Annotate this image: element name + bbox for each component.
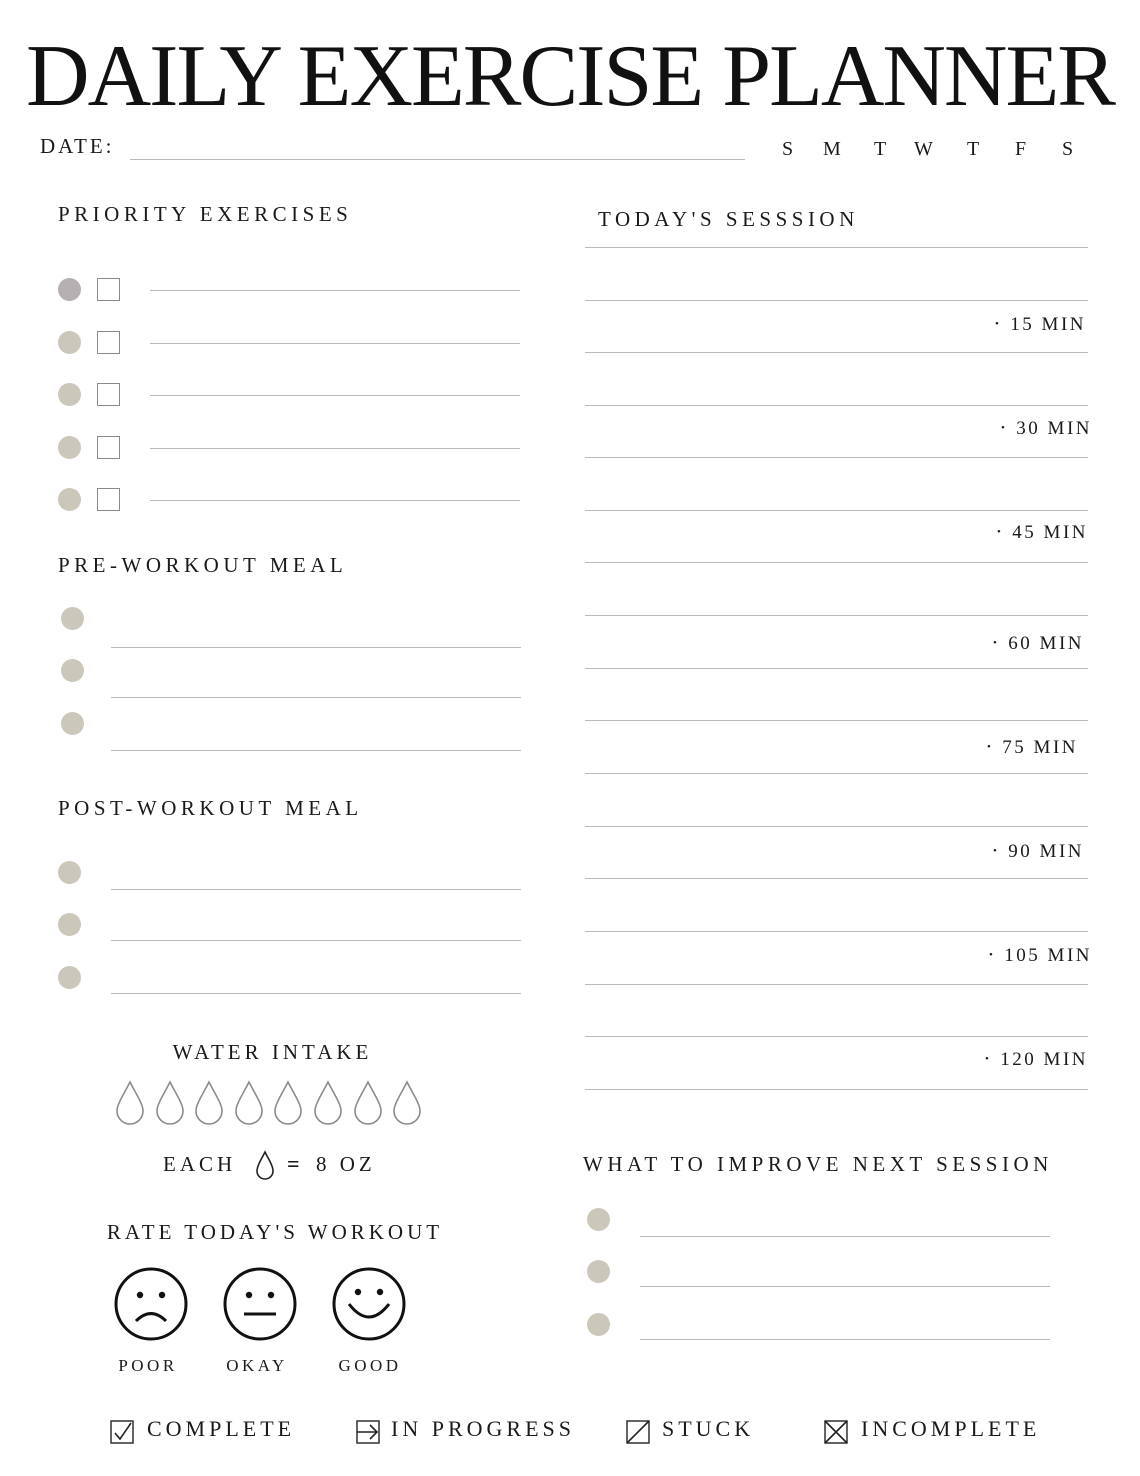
day-monday[interactable]: M: [823, 138, 841, 160]
session-line[interactable]: [585, 405, 1088, 406]
x-box-icon: [824, 1420, 848, 1444]
day-saturday[interactable]: S: [1062, 138, 1074, 160]
priority-checkbox[interactable]: [97, 278, 120, 301]
water-drop-icon[interactable]: [157, 1082, 183, 1124]
bullet-dot: [58, 913, 81, 936]
pre-meal-line[interactable]: [111, 750, 521, 751]
water-drops: [112, 1078, 432, 1128]
bullet-dot: [61, 712, 84, 735]
priority-checkbox[interactable]: [97, 436, 120, 459]
post-meal-line[interactable]: [111, 889, 521, 890]
pre-workout-meal-heading: PRE-WORKOUT MEAL: [58, 553, 348, 577]
bullet-dot: [58, 436, 81, 459]
session-line[interactable]: [585, 931, 1088, 932]
todays-session-heading: TODAY'S SESSSION: [598, 207, 859, 231]
date-field[interactable]: [130, 159, 745, 160]
session-line[interactable]: [585, 247, 1088, 248]
water-intake-heading: WATER INTAKE: [172, 1040, 373, 1064]
session-line[interactable]: [585, 1089, 1088, 1090]
day-sunday[interactable]: S: [782, 138, 794, 160]
slash-box-icon: [626, 1420, 650, 1444]
pre-meal-line[interactable]: [111, 647, 521, 648]
water-each-label: EACH: [163, 1152, 237, 1176]
bullet-dot: [61, 607, 84, 630]
sad-face-icon[interactable]: [113, 1266, 189, 1342]
happy-face-icon[interactable]: [331, 1266, 407, 1342]
session-line[interactable]: [585, 510, 1088, 511]
water-drop-icon[interactable]: [275, 1082, 301, 1124]
bullet-dot: [587, 1208, 610, 1231]
bullet-dot: [58, 488, 81, 511]
water-drop-icon[interactable]: [315, 1082, 341, 1124]
water-amount: 8 OZ: [316, 1152, 376, 1176]
day-tuesday[interactable]: T: [874, 138, 887, 160]
session-line[interactable]: [585, 562, 1088, 563]
session-line[interactable]: [585, 878, 1088, 879]
priority-checkbox[interactable]: [97, 331, 120, 354]
page-title: DAILY EXERCISE PLANNER: [26, 28, 1114, 125]
water-drop-icon[interactable]: [117, 1082, 143, 1124]
checkmark-box-icon: [110, 1420, 134, 1444]
bullet-dot: [58, 278, 81, 301]
rating-label-good: GOOD: [338, 1356, 402, 1375]
bullet-dot: [587, 1313, 610, 1336]
priority-exercises-heading: PRIORITY EXERCISES: [58, 202, 353, 226]
improve-heading: WHAT TO IMPROVE NEXT SESSION: [583, 1152, 1053, 1176]
priority-checkbox[interactable]: [97, 488, 120, 511]
bullet-dot: [58, 861, 81, 884]
priority-line[interactable]: [150, 395, 520, 396]
improve-line[interactable]: [640, 1286, 1050, 1287]
day-thursday[interactable]: T: [967, 138, 980, 160]
legend-incomplete: INCOMPLETE: [861, 1416, 1041, 1441]
improve-line[interactable]: [640, 1339, 1050, 1340]
bullet-dot: [58, 966, 81, 989]
water-equals-sign: =: [287, 1151, 300, 1176]
session-line[interactable]: [585, 984, 1088, 985]
water-drop-icon: [254, 1150, 276, 1182]
session-line[interactable]: [585, 720, 1088, 721]
time-marker-30: • 30 MIN: [1001, 418, 1092, 440]
session-line[interactable]: [585, 300, 1088, 301]
bullet-dot: [58, 331, 81, 354]
time-marker-75: • 75 MIN: [987, 737, 1078, 759]
rate-workout-heading: RATE TODAY'S WORKOUT: [106, 1220, 444, 1244]
improve-line[interactable]: [640, 1236, 1050, 1237]
session-line[interactable]: [585, 668, 1088, 669]
bullet-dot: [587, 1260, 610, 1283]
post-workout-meal-heading: POST-WORKOUT MEAL: [58, 796, 363, 820]
session-line[interactable]: [585, 1036, 1088, 1037]
water-drop-icon[interactable]: [394, 1082, 420, 1124]
rating-label-poor: POOR: [118, 1356, 178, 1375]
session-line[interactable]: [585, 826, 1088, 827]
arrow-box-icon: [356, 1420, 380, 1444]
session-line[interactable]: [585, 615, 1088, 616]
time-marker-45: • 45 MIN: [997, 522, 1088, 544]
time-marker-90: • 90 MIN: [993, 841, 1084, 863]
post-meal-line[interactable]: [111, 993, 521, 994]
session-line[interactable]: [585, 457, 1088, 458]
time-marker-105: • 105 MIN: [989, 945, 1092, 967]
water-drop-icon[interactable]: [196, 1082, 222, 1124]
bullet-dot: [58, 383, 81, 406]
legend-complete: COMPLETE: [147, 1416, 296, 1441]
day-wednesday[interactable]: W: [914, 138, 933, 160]
priority-line[interactable]: [150, 290, 520, 291]
post-meal-line[interactable]: [111, 940, 521, 941]
time-marker-120: • 120 MIN: [985, 1049, 1088, 1071]
session-line[interactable]: [585, 773, 1088, 774]
day-friday[interactable]: F: [1015, 138, 1027, 160]
pre-meal-line[interactable]: [111, 697, 521, 698]
date-label: DATE:: [40, 134, 115, 158]
water-drop-icon[interactable]: [355, 1082, 381, 1124]
priority-line[interactable]: [150, 500, 520, 501]
rating-label-okay: OKAY: [226, 1356, 288, 1375]
session-line[interactable]: [585, 352, 1088, 353]
priority-line[interactable]: [150, 448, 520, 449]
legend-stuck: STUCK: [662, 1416, 755, 1441]
water-drop-icon[interactable]: [236, 1082, 262, 1124]
time-marker-60: • 60 MIN: [993, 633, 1084, 655]
priority-checkbox[interactable]: [97, 383, 120, 406]
bullet-dot: [61, 659, 84, 682]
time-marker-15: • 15 MIN: [995, 314, 1086, 336]
legend-in-progress: IN PROGRESS: [391, 1416, 575, 1441]
neutral-face-icon[interactable]: [222, 1266, 298, 1342]
priority-line[interactable]: [150, 343, 520, 344]
